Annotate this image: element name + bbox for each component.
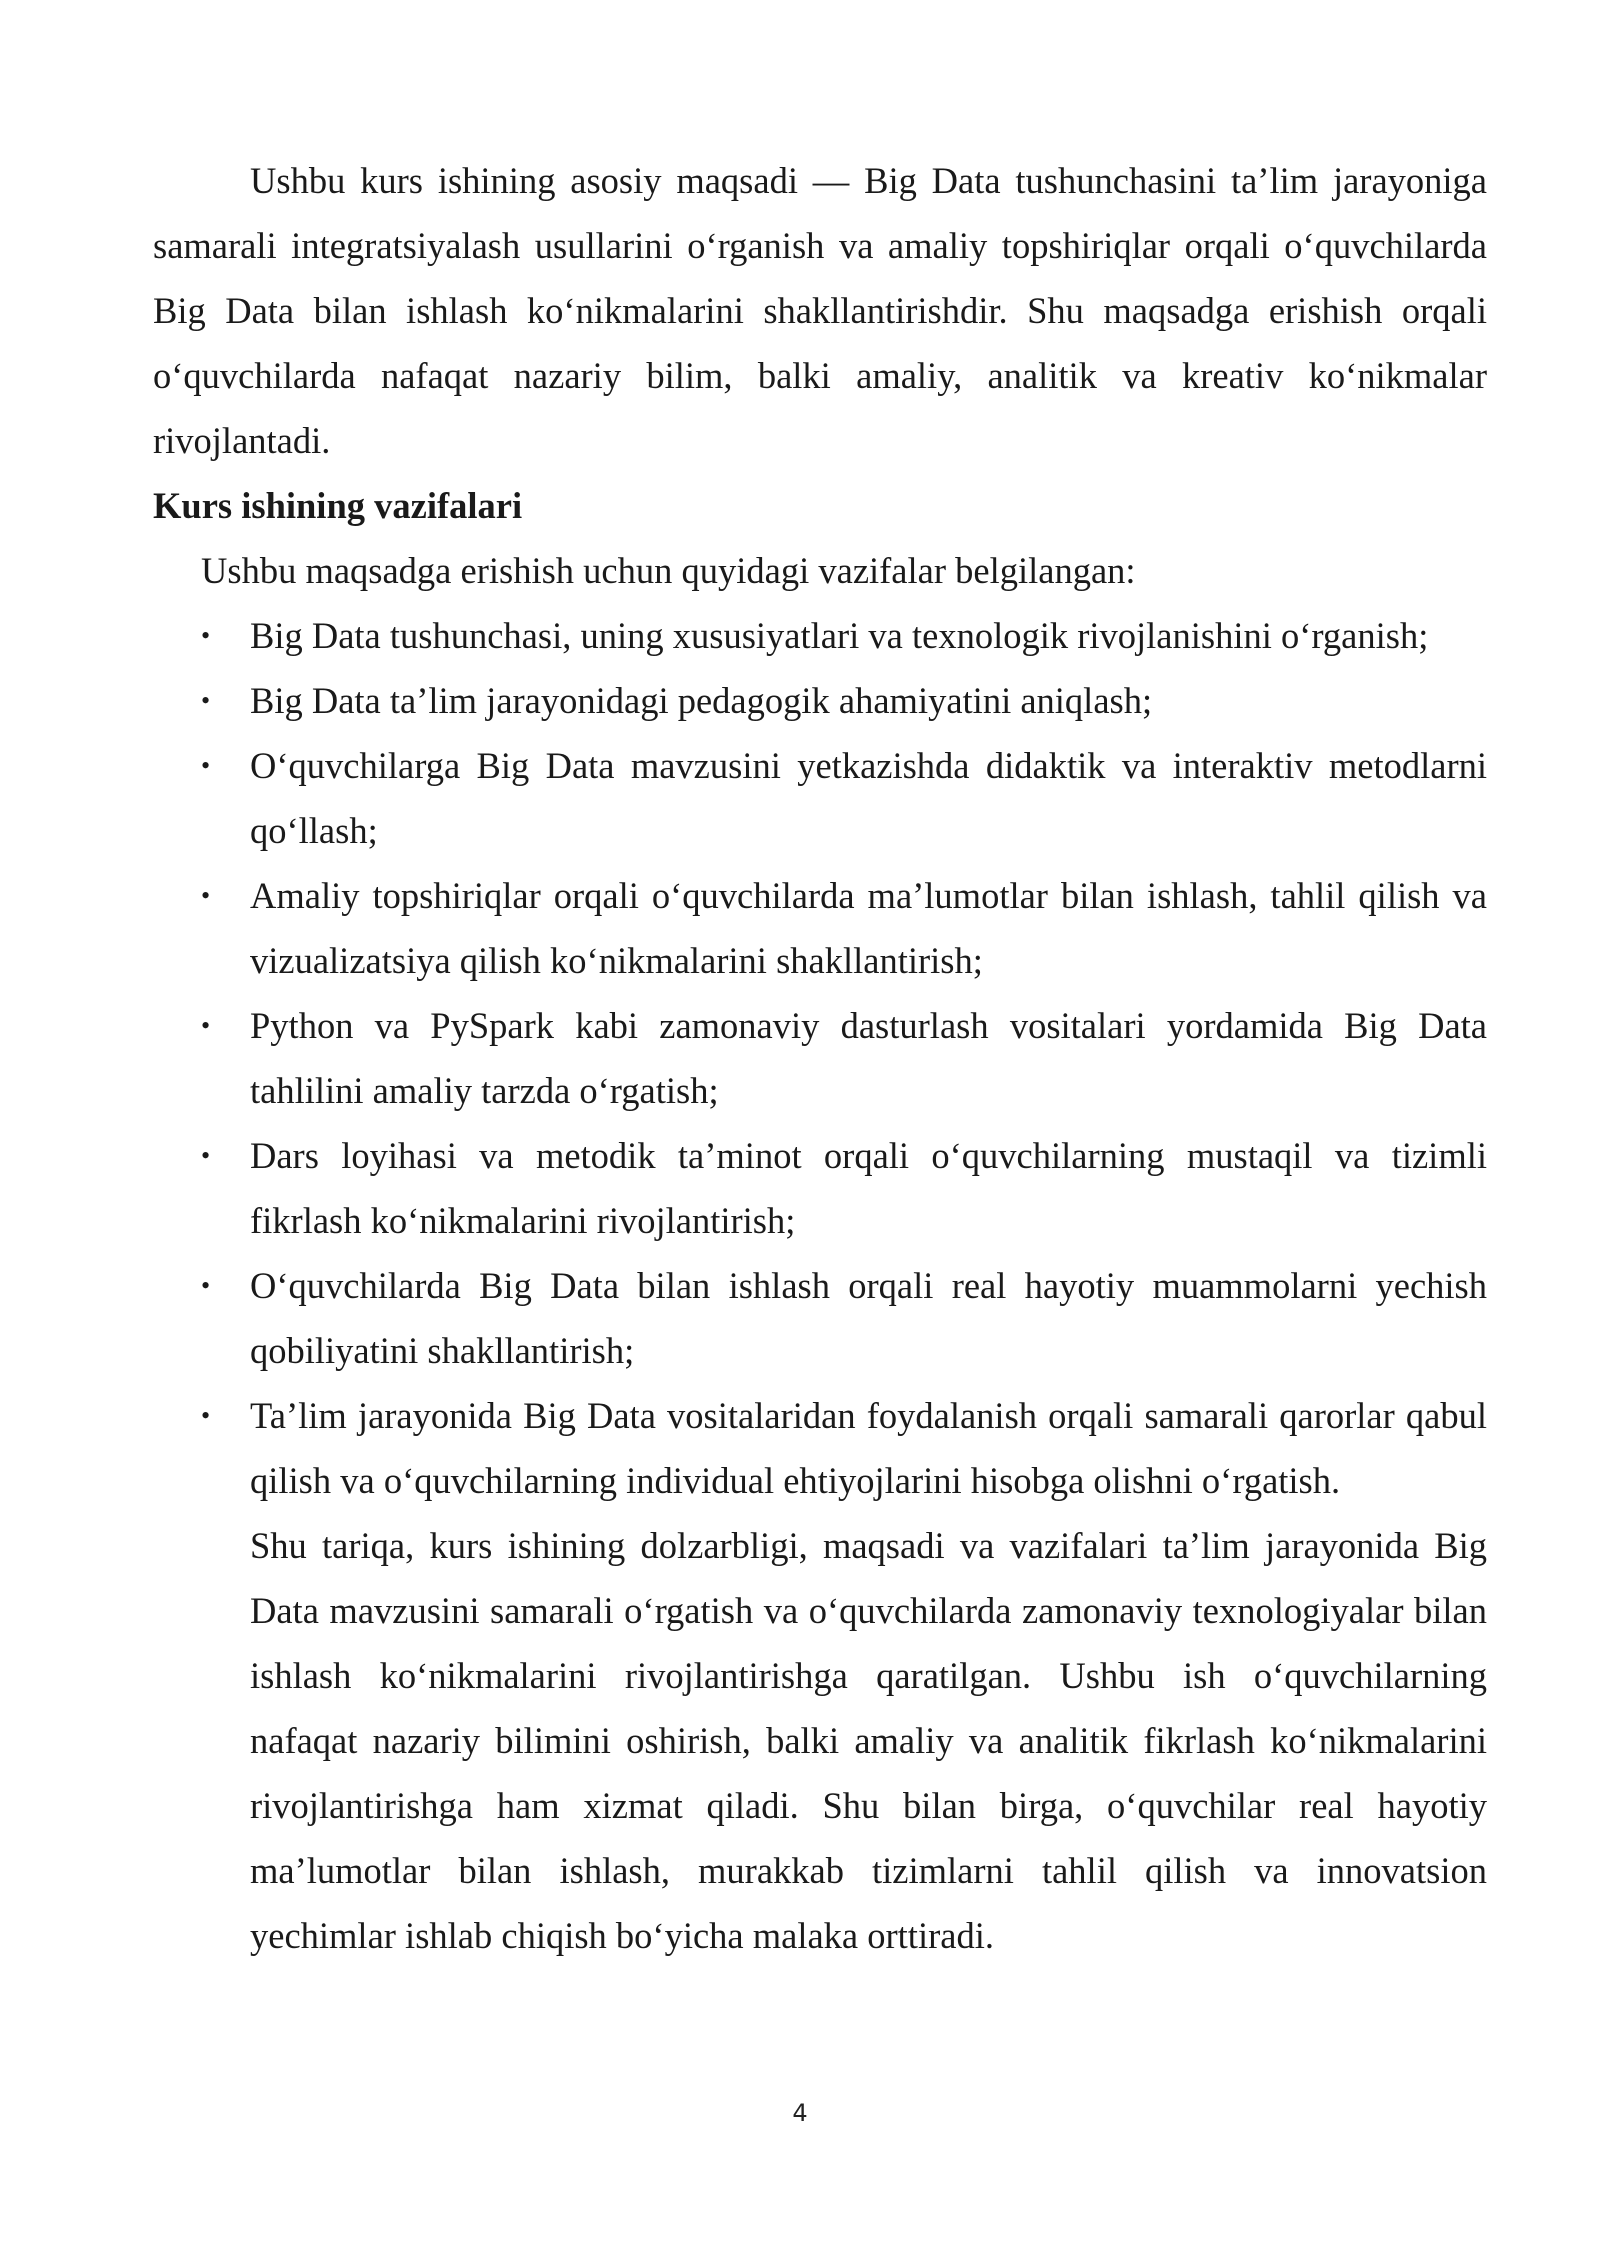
- list-item-text: Dars loyihasi va metodik ta’minot orqali o‘quvchilarning mustaqil va tizimli fikrlash ko‘nikmalarini rivojlantirish;: [250, 1135, 1487, 1241]
- list-item: [153, 993, 1487, 1123]
- list-item: [153, 1123, 1487, 1253]
- tasks-intro: Ushbu maqsadga erishish uchun quyidagi vazifalar belgilangan:: [201, 550, 1136, 591]
- list-item: [153, 668, 1487, 733]
- bullet-icon: •: [201, 686, 211, 715]
- list-item: [153, 1253, 1487, 1383]
- list-item: [153, 603, 1487, 668]
- bullet-icon: •: [201, 1271, 211, 1300]
- list-item: [153, 1383, 1487, 1513]
- list-item-text: O‘quvchilarda Big Data bilan ishlash orqali real hayotiy muammolarni yechish qobiliyatini shakllantirish;: [250, 1265, 1487, 1371]
- bullet-icon: •: [201, 751, 211, 780]
- list-item-text: Ta’lim jarayonida Big Data vositalaridan foydalanish orqali samarali qarorlar qabul qilish va o‘quvchilarning individual ehtiyojlarini hisobga olishni o‘rgatish.: [250, 1395, 1487, 1501]
- page-number: 4: [792, 2099, 808, 2127]
- summary-paragraph: Shu tariqa, kurs ishining dolzarbligi, maqsadi va vazifalari ta’lim jarayonida Big Data mavzusini samarali o‘rgatish va o‘quvchilarda zamonaviy texnologiyalar bilan ishlash ko‘nikmalarini rivojlantirishga qaratilgan. Ushbu ish o‘quvchilarning nafaqat nazariy bilimini oshirish, balki amaliy va analitik fikrlash ko‘nikmalarini rivojlantirishga ham xizmat qiladi. Shu bilan birga, o‘quvchilar real hayotiy ma’lumotlar bilan ishlash, murakkab tizimlarni tahlil qilish va innovatsion yechimlar ishlab chiqish bo‘yicha malaka orttiradi.: [250, 1525, 1487, 1956]
- bullet-icon: •: [201, 621, 211, 650]
- list-item: [153, 863, 1487, 993]
- bullet-icon: •: [201, 881, 211, 910]
- list-item-text: Big Data ta’lim jarayonidagi pedagogik ahamiyatini aniqlash;: [250, 680, 1153, 721]
- bullet-icon: •: [201, 1141, 211, 1170]
- bullet-icon: •: [201, 1011, 211, 1040]
- tasks-list: [153, 603, 1487, 1513]
- list-item-text: Amaliy topshiriqlar orqali o‘quvchilarda ma’lumotlar bilan ishlash, tahlil qilish va vizualizatsiya qilish ko‘nikmalarini shakllantirish;: [250, 875, 1487, 981]
- intro-paragraph: Ushbu kurs ishining asosiy maqsadi — Big Data tushunchasini ta’lim jarayoniga samarali integratsiyalash usullarini o‘rganish va amaliy topshiriqlar orqali o‘quvchilarda Big Data bilan ishlash ko‘nikmalarini shakllantirishdir. Shu maqsadga erishish orqali o‘quvchilarda nafaqat nazariy bilim, balki amaliy, analitik va kreativ ko‘nikmalar rivojlantadi.: [153, 160, 1487, 461]
- document-page: [153, 148, 1487, 1968]
- bullet-icon: •: [201, 1401, 211, 1430]
- list-item-text: O‘quvchilarga Big Data mavzusini yetkazishda didaktik va interaktiv metodlarni qo‘llash;: [250, 745, 1487, 851]
- list-item-text: Python va PySpark kabi zamonaviy dasturlash vositalari yordamida Big Data tahlilini amaliy tarzda o‘rgatish;: [250, 1005, 1487, 1111]
- list-item-text: Big Data tushunchasi, uning xususiyatlari va texnologik rivojlanishini o‘rganish;: [250, 615, 1429, 656]
- list-item: [153, 733, 1487, 863]
- section-heading: Kurs ishining vazifalari: [153, 485, 523, 526]
